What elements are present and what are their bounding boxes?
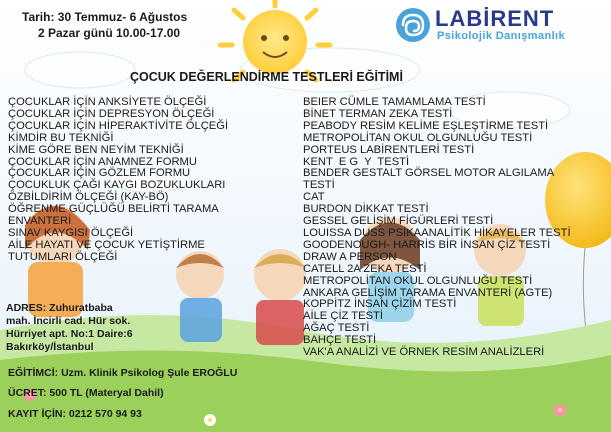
list-item: GESSEL GELİŞİM FİGÜRLERİ TESTİ	[303, 215, 494, 228]
list-item: KİMDİR BU TEKNİĞİ	[8, 131, 114, 144]
address-line: Hürriyet apt. No:1 Daire:6	[6, 328, 133, 340]
list-item: METROPOLİTAN OKUL OLGUNLUĞU TESTİ	[303, 274, 533, 287]
logo-name: LABİRENT	[435, 6, 555, 31]
list-item: BURDON DİKKAT TESTİ	[303, 203, 429, 216]
list-item: VAK'A ANALİZİ VE ÖRNEK RESİM ANALİZLERİ	[303, 346, 545, 359]
list-item: ÇOCUKLAR İÇİN GÖZLEM FORMU	[8, 167, 191, 180]
list-item: ÇOCUKLAR İÇİN DEPRESYON ÖLÇEĞİ	[8, 107, 215, 120]
list-item: AİLE ÇİZ TESTİ	[303, 310, 383, 323]
list-item: CATELL 2A ZEKA TESTİ	[303, 262, 427, 275]
list-item: CAT	[303, 191, 325, 204]
list-item: AİLE HAYATI VE ÇOCUK YETİŞTİRME	[8, 238, 205, 251]
list-item: PORTEUS LABİRENTLERİ TESTİ	[303, 143, 475, 156]
date-range: Tarih: 30 Temmuz- 6 Ağustos	[22, 10, 188, 24]
list-item: KENT E G Y TESTİ	[303, 155, 410, 168]
list-item: BAHÇE TESTİ	[303, 334, 377, 347]
logo-subtitle: Psikolojik Danışmanlık	[437, 30, 566, 42]
schedule-time: 2 Pazar günü 10.00-17.00	[38, 26, 181, 40]
list-item: AĞAÇ TESTİ	[303, 322, 370, 335]
address-line: Bakırköy/İstanbul	[6, 341, 94, 353]
list-item: SINAV KAYGISI ÖLÇEĞİ	[8, 226, 134, 239]
list-item: GOODENOUGH- HARRİS BİR İNSAN ÇİZ TESTİ	[303, 238, 551, 251]
right-test-list	[303, 97, 571, 359]
list-item: ÇOCUKLUK ÇAĞI KAYGI BOZUKLUKLARI	[8, 179, 226, 192]
list-item: TESTİ	[303, 179, 335, 192]
list-item: PEABODY RESİM KELİME EŞLEŞTİRME TESTİ	[303, 119, 549, 132]
left-test-list	[8, 97, 228, 264]
list-item: ÖĞRENME GÜÇLÜĞÜ BELİRTİ TARAMA	[8, 203, 219, 216]
address-line: ADRES: Zuhuratbaba	[6, 302, 113, 314]
list-item: ÇOCUKLAR İÇİN HİPERAKTİVİTE ÖLÇEĞİ	[8, 119, 229, 132]
list-item: ÖZBİLDİRİM ÖLÇEĞİ (KAY-BÖ)	[8, 191, 169, 204]
fee-info: ÜCRET: 500 TL (Materyal Dahil)	[8, 387, 164, 399]
list-item: TUTUMLARI ÖLÇEĞİ	[8, 250, 118, 263]
list-item: DRAW A PERSON	[303, 250, 397, 263]
page-title: ÇOCUK DEĞERLENDİRME TESTLERİ EĞİTİMİ	[130, 70, 403, 84]
list-item: METROPOLİTAN OKUL OLGUNLUĞU TESTİ	[303, 131, 533, 144]
list-item: ÇOCUKLAR İÇİN ANAMNEZ FORMU	[8, 155, 197, 168]
trainer-info: EĞİTİMCİ: Uzm. Klinik Psikolog Şule EROĞLU	[8, 367, 238, 379]
list-item: BENDER GESTALT GÖRSEL MOTOR ALGILAMA	[303, 167, 555, 180]
list-item: KOPPİTZ İNSAN ÇİZİM TESTİ	[303, 298, 457, 311]
address-block	[6, 302, 133, 354]
list-item: BEIER CÜMLE TAMAMLAMA TESTİ	[303, 96, 486, 108]
registration-phone: KAYIT İÇİN: 0212 570 94 93	[8, 408, 142, 420]
list-item: ENVANTERİ	[8, 215, 72, 228]
list-item: KİME GÖRE BEN NEYİM TEKNİĞİ	[8, 143, 184, 156]
brain-icon	[394, 6, 432, 44]
list-item: BİNET TERMAN ZEKA TESTİ	[303, 107, 453, 120]
list-item: LOUISSA DUSS PSİKAANALİTİK HİKAYELER TESTİ	[303, 226, 571, 239]
address-line: mah. İncirli cad. Hür sok.	[6, 315, 131, 327]
list-item: ÇOCUKLAR İÇİN ANKSİYETE ÖLÇEĞİ	[8, 96, 207, 108]
list-item: ANKARA GELİŞİM TARAMA ENVANTERİ (AGTE)	[303, 286, 553, 299]
